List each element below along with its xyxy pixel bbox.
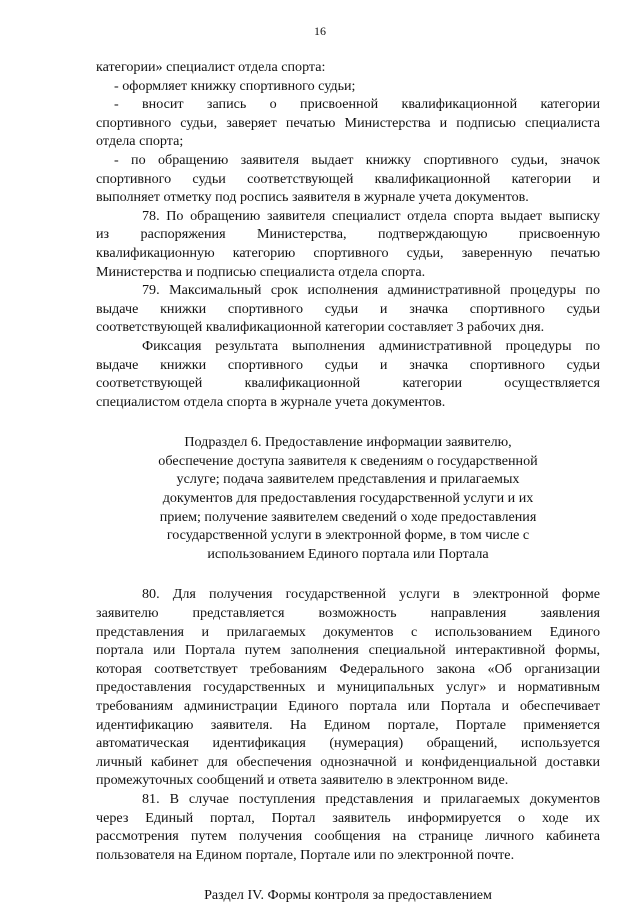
text-line: категории» специалист отдела спорта:: [96, 59, 326, 75]
text-line: предоставления государственных и муниципальных услуг» и нормативным: [96, 679, 600, 696]
page-number: 16: [314, 24, 326, 38]
heading-line: Подраздел 6. Предоставление информации заявителю,: [184, 434, 512, 451]
text-line: соответствующей квалификационной категории осуществляется: [96, 375, 600, 392]
heading-line: прием; получение заявителем сведений о ходе предоставления: [159, 508, 537, 525]
text-line: автоматическая идентификация (нумерация) обращений, используется: [96, 735, 600, 752]
text-line: спортивного судьи соответствующей квалификационной категории и: [96, 170, 600, 187]
text-line: пользователя на Едином портале, Портале или по электронной почте.: [96, 846, 515, 863]
text-line: из распоряжения Министерства, подтверждающую присвоенную: [96, 226, 600, 243]
heading-line: документов для предоставления государственной услуги и их: [162, 490, 534, 507]
text-line: выдаче книжки спортивного судьи и значка спортивного судьи: [96, 356, 600, 373]
text-line: соответствующей квалификационной категории составляет 3 рабочих дня.: [96, 319, 545, 336]
document-body: [96, 58, 600, 905]
text-line: Министерства и подписью специалиста отдела спорта.: [96, 263, 426, 280]
text-line: Фиксация результата выполнения административной процедуры по: [142, 337, 600, 354]
text-line: - оформляет книжку спортивного судьи;: [114, 77, 356, 94]
text-line: отдела спорта;: [96, 133, 184, 150]
text-line: через Единый портал, Портал заявитель информируется о ходе их: [96, 809, 600, 826]
text-line: промежуточных сообщений и ответа заявителю в электронном виде.: [96, 772, 509, 789]
heading-line: использованием Единого портала или Портала: [207, 545, 489, 562]
heading-line: обеспечение доступа заявителя к сведениям о государственной: [158, 452, 538, 469]
text-line: выдаче книжки спортивного судьи и значка спортивного судьи: [96, 300, 600, 317]
text-line: 78. По обращению заявителя специалист отдела спорта выдает выписку: [142, 207, 600, 224]
text-line: личный кабинет для обеспечения однозначной и конфиденциальной доставки: [96, 753, 600, 770]
text-line: специалистом отдела спорта в журнале учета документов.: [96, 393, 446, 410]
text-line: - по обращению заявителя выдает книжку спортивного судьи, значок: [114, 151, 600, 168]
section-heading: Раздел IV. Формы контроля за предоставлением: [204, 887, 492, 904]
text-line: выполняет отметку под роспись заявителя в журнале учета документов.: [96, 189, 529, 206]
text-line: представления и прилагаемых документов с использованием Единого: [96, 623, 600, 640]
text-line: 80. Для получения государственной услуги в электронной форме: [142, 586, 600, 603]
heading-line: государственной услуги в электронной форме, в том числе с: [166, 527, 530, 544]
text-line: 81. В случае поступления представления и прилагаемых документов: [142, 790, 600, 807]
text-line: квалификационную категорию спортивного судьи, заверенную печатью: [96, 244, 600, 261]
text-line: портала или Портала путем заполнения специальной интерактивной формы,: [96, 642, 600, 659]
text-line: 79. Максимальный срок исполнения административной процедуры по: [142, 282, 600, 299]
text-line: спортивного судьи, заверяет печатью Министерства и подписью специалиста: [96, 114, 600, 131]
text-line: которая соответствует требованиям Федерального закона «Об организации: [96, 660, 600, 677]
text-line: рассмотрения путем получения сообщения на странице личного кабинета: [96, 828, 600, 845]
text-line: идентификацию заявителя. На Едином портале, Портале применяется: [96, 716, 600, 733]
text-line: требованиям администрации Единого портала или Портала и обеспечивает: [96, 698, 600, 714]
text-line: - вносит запись о присвоенной квалификационной категории: [114, 96, 600, 113]
heading-line: услуге; подача заявителем представления и прилагаемых: [176, 471, 520, 488]
text-line: заявителю представляется возможность направления заявления: [96, 605, 600, 622]
subsection-heading: [96, 433, 600, 563]
